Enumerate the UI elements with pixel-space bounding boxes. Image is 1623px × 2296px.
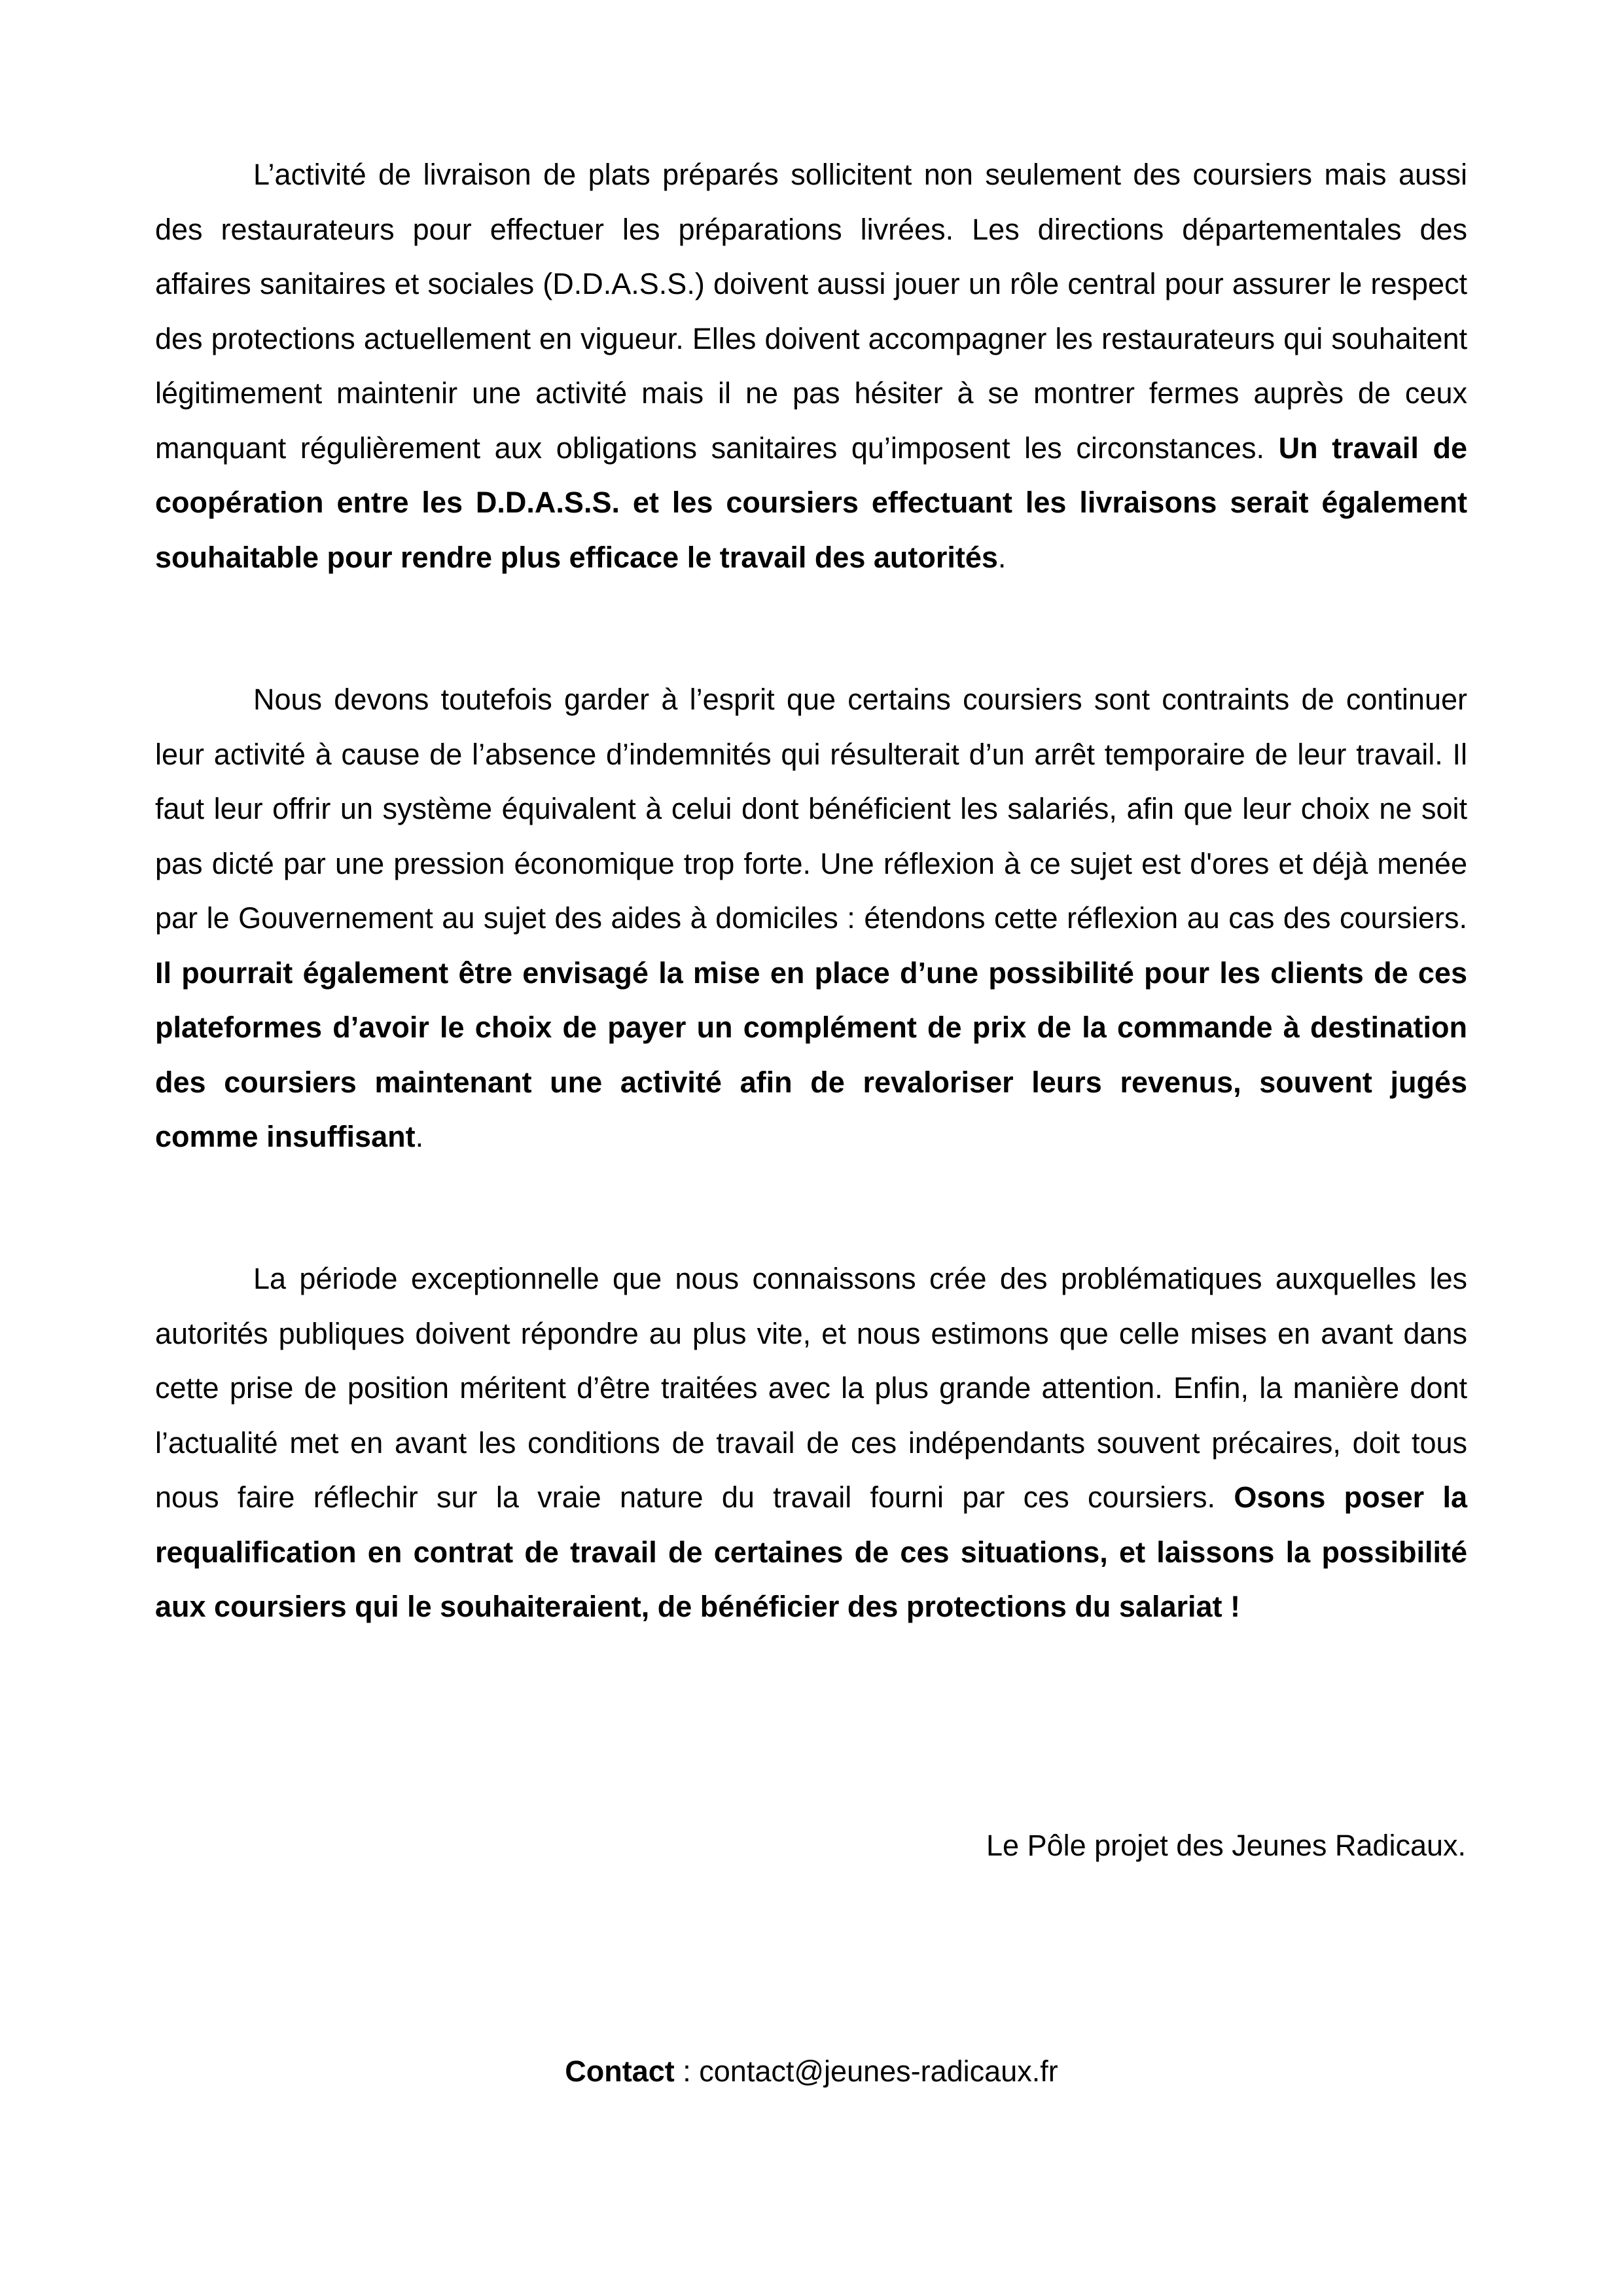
paragraph-1	[155, 147, 1467, 584]
contact-separator: :	[674, 2054, 700, 2088]
paragraph-2-bold: Il pourrait également être envisagé la mise en place d’une possibilité pour les clients de ces plateformes d’avoir le choix de payer un complément de prix de la commande à destination des coursiers maintenant une activité afin de revaloriser leurs revenus, souvent jugés comme insuffisant	[155, 956, 1467, 1153]
paragraph-3	[155, 1251, 1467, 1634]
paragraph-2-text: Nous devons toutefois garder à l’esprit que certains coursiers sont contraints de continuer leur activité à cause de l’absence d’indemnités qui résulterait d’un arrêt temporaire de leur travail. Il faut leur offrir un système équivalent à celui dont bénéficient les salariés, afin que leur choix ne soit pas dicté par une pression économique trop forte. Une réflexion à ce sujet est d'ores et déjà menée par le Gouvernement au sujet des aides à domiciles : étendons cette réflexion au cas des coursiers.	[155, 683, 1467, 935]
paragraph-3-text: La période exceptionnelle que nous connaissons crée des problématiques auxquelles les autorités publiques doivent répondre au plus vite, et nous estimons que celle mises en avant dans cette prise de position méritent d’être traitées avec la plus grande attention. Enfin, la manière dont l’actualité met en avant les conditions de travail de ces indépendants souvent précaires, doit tous nous faire réflechir sur la vraie nature du travail fourni par ces coursiers.	[155, 1262, 1467, 1514]
paragraph-2	[155, 672, 1467, 1164]
paragraph-1-end: .	[997, 540, 1007, 574]
contact-label: Contact	[565, 2054, 675, 2088]
paragraph-3-bold: Osons poser la requalification en contrat de travail de certaines de ces situations, et laissons la possibilité aux coursiers qui le souhaiteraient, de bénéficier des protections du salariat !	[155, 1480, 1467, 1623]
paragraph-1-text: L’activité de livraison de plats préparés sollicitent non seulement des coursiers mais aussi des restaurateurs pour effectuer les préparations livrées. Les directions départementales des affaires sanitaires et sociales (D.D.A.S.S.) doivent aussi jouer un rôle central pour assurer le respect des protections actuellement en vigueur. Elles doivent accompagner les restaurateurs qui souhaitent légitimement maintenir une activité mais il ne pas hésiter à se montrer fermes auprès de ceux manquant régulièrement aux obligations sanitaires qu’imposent les circonstances.	[155, 158, 1467, 465]
contact-email: contact@jeunes-radicaux.fr	[699, 2054, 1058, 2088]
paragraph-2-end: .	[415, 1120, 424, 1153]
paragraph-1-bold: Un travail de coopération entre les D.D.A.S.S. et les coursiers effectuant les livraisons serait également souhaitable pour rendre plus efficace le travail des autorités	[155, 431, 1467, 574]
signature: Le Pôle projet des Jeunes Radicaux.	[986, 1829, 1466, 1862]
contact-line	[0, 2052, 1623, 2091]
